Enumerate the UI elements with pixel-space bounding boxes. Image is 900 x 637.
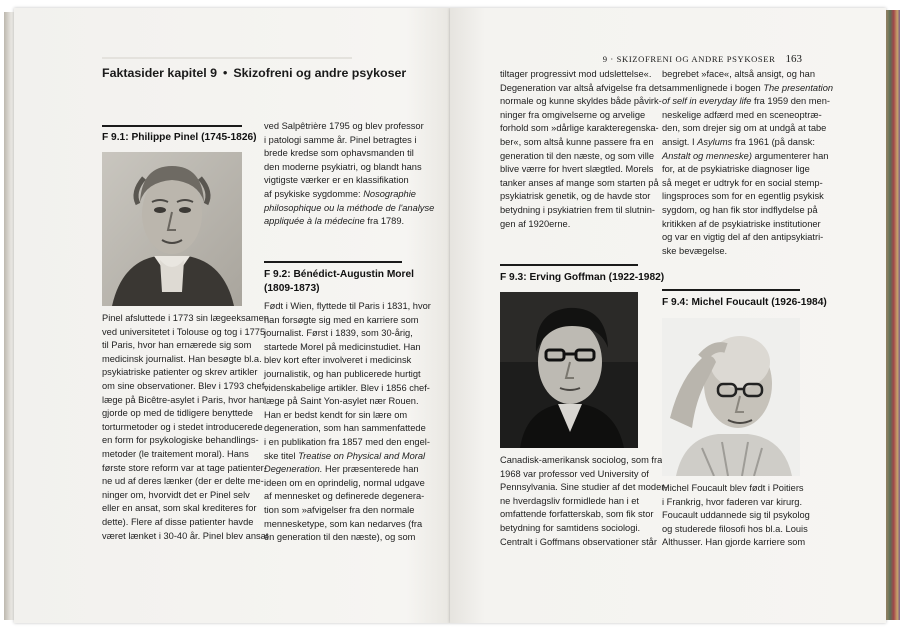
text-line: betydning for samtidens sociologi. xyxy=(500,522,641,533)
text-line: medicinsk journalist. Han besøgte bl.a. xyxy=(102,353,262,364)
text-line: Han er bedst kendt for sin lære om xyxy=(264,409,408,420)
text-line: Født i Wien, flyttede til Paris i 1831, hvor xyxy=(264,301,431,311)
foucault-heading: F 9.4: Michel Foucault (1926-1984) xyxy=(662,297,827,308)
text-line: en form for psykologiske behandlings- xyxy=(102,435,259,446)
text-line: for, at de psykiatriske diagnoser lige xyxy=(662,164,810,175)
text-line: ideen om en oprindelig, normal udgave xyxy=(264,477,425,488)
text-line: tiltager progressivt mod udslettelse«. xyxy=(500,69,652,79)
goffman-bio-text xyxy=(500,454,667,549)
text-line: været lænket i 30-40 år. Pinel blev ansat xyxy=(102,530,269,541)
text-line: han forsøgte sig med en karriere som xyxy=(264,314,419,325)
text-line: gen af 1920erne. xyxy=(500,218,571,229)
foucault-portrait-drawing xyxy=(662,318,800,476)
text-line: eller en ansat, som skal krediteres for xyxy=(102,503,257,514)
chapter-separator: • xyxy=(223,66,228,80)
text-line: ske bevægelse. xyxy=(662,245,728,256)
morel-bio-continued xyxy=(500,68,662,231)
foucault-portrait xyxy=(662,318,800,476)
text-line: sygdom, og han fik stor indflydelse på xyxy=(662,204,818,215)
chapter-label: Faktasider kapitel 9 xyxy=(102,66,218,80)
goffman-bio-continued xyxy=(662,68,833,258)
text-fragment: fra 1959 den men- xyxy=(754,96,830,107)
text-line xyxy=(264,188,434,202)
text-line: ninger om, hvorvidt det er Pinel selv xyxy=(102,489,250,500)
text-line: i Frankrig, hvor faderen var kirurg. xyxy=(662,496,803,507)
morel-heading-line: F 9.2: Bénédict-Augustin Morel xyxy=(264,269,414,280)
text-line: læge på Bicêtre-asylet i Paris, hvor han xyxy=(102,394,265,405)
text-line: ber«, som altså kunne passere fra en xyxy=(500,136,654,147)
morel-heading-line: (1809-1873) xyxy=(264,282,320,294)
book-title-anstalt: Anstalt og menneske) xyxy=(662,150,752,161)
morel-heading xyxy=(264,268,414,295)
text-line: journalistik, og han publicerede hurtigt xyxy=(264,368,421,379)
text-line: degeneration, som han sammenfattede xyxy=(264,423,426,434)
book-title-treatise-end: Degeneration. xyxy=(264,464,323,475)
pinel-heading-rule xyxy=(102,125,242,127)
text-line xyxy=(662,136,833,150)
book-title-nosographie: Nosographie xyxy=(363,188,416,199)
text-fragment: Her præsenterede han xyxy=(325,464,419,475)
text-line: journalist. Først i 1839, som 30-årig, xyxy=(264,328,413,339)
text-line: i patologi samme år. Pinel betragtes i xyxy=(264,134,417,145)
book-title-presentation-end: of self in everyday life xyxy=(662,96,752,107)
text-line: Pinel afsluttede i 1773 sin lægeeksamen xyxy=(102,313,269,323)
text-fragment: ske titel xyxy=(264,450,296,461)
text-line: ved universitetet i Tolouse og tog i 1775 xyxy=(102,326,266,337)
text-fragment: af psykiske sygdomme: xyxy=(264,188,361,199)
text-line: psykiatriske patienter og skrev artikler xyxy=(102,367,258,378)
text-line: generation til den næste, og som ville xyxy=(500,150,655,161)
text-line: Foucault uddannede sig til psykolog xyxy=(662,510,810,521)
text-line: vigtigste værker er en klassifikation xyxy=(264,175,409,186)
running-head-title: 9 · SKIZOFRENI OG ANDRE PSYKOSER xyxy=(602,54,776,64)
left-page xyxy=(14,8,450,623)
text-line: en generation til den næste), og som xyxy=(264,532,416,543)
text-line: normale og kunne skyldes både påvirk- xyxy=(500,96,662,107)
text-line: blive værre for hvert slægtled. Morels xyxy=(500,164,654,175)
text-line: lingsproces som for en egentlig psykisk xyxy=(662,191,824,202)
morel-heading-rule xyxy=(264,261,402,263)
text-line: neskelige adfærd med en sceneoptræ- xyxy=(662,109,822,120)
right-page xyxy=(450,8,886,623)
text-line: begrebet »face«, altså ansigt, og han xyxy=(662,69,815,79)
text-line: metoder (le traitement moral). Hans xyxy=(102,448,249,459)
text-line: ninger fra omgivelserne og arvelige xyxy=(500,109,646,120)
text-line: forhold som »dårlige karakteregenska- xyxy=(500,123,659,134)
text-fragment: ansigt. I xyxy=(662,136,695,147)
text-line: af mennesket og definerede degenera- xyxy=(264,491,425,502)
book-title-nosographie-cont: philosophique ou la méthode de l'analyse xyxy=(264,202,435,213)
goffman-heading: F 9.3: Erving Goffman (1922-1982) xyxy=(500,272,665,283)
text-line: omfattende forfatterskab, som fik stor xyxy=(500,509,654,520)
text-line: videnskabelige artikler. Blev i 1856 chef- xyxy=(264,382,430,393)
book-title-nosographie-end: appliquée à la médecine xyxy=(264,216,365,227)
text-line: om sine observationer. Blev i 1793 chef- xyxy=(102,380,268,391)
text-line: torturmetoder og i stedet introducerede xyxy=(102,421,263,432)
text-line: mennesketype, som kan nedarves (fra xyxy=(264,518,423,529)
text-line: psykiatrisk genetik, og de havde stor xyxy=(500,191,651,202)
text-line: dette). Flere af disse patienter havde xyxy=(102,516,254,527)
pinel-bio-continued xyxy=(264,120,434,229)
pinel-heading: F 9.1: Philippe Pinel (1745-1826) xyxy=(102,132,257,143)
text-line: gjorde op med de tidligere benyttede xyxy=(102,408,253,419)
text-line: og studerede filosofi hos bl.a. Louis xyxy=(662,523,808,534)
foucault-heading-rule xyxy=(662,289,800,291)
text-line: ne ud af deres lænker (der er delte me- xyxy=(102,476,264,487)
text-line: læge på Saint Yon-asylet nær Rouen. xyxy=(264,396,419,407)
text-line: Degeneration var altså afvigelse fra det xyxy=(500,82,662,93)
book-title-treatise: Treatise on Physical and Moral xyxy=(298,450,426,461)
text-fragment: fra 1789. xyxy=(367,216,405,227)
text-line: tanker anses af mange som starten på xyxy=(500,177,659,188)
text-line: brede kredse som ophavsmanden til xyxy=(264,148,414,159)
chapter-title: Skizofreni og andre psykoser xyxy=(233,66,407,80)
text-line: Centralt i Goffmans observationer står xyxy=(500,536,657,547)
text-line: den moderne psykiatri, og blandt hans xyxy=(264,161,422,172)
text-line: tion som »afvigelser fra den normale xyxy=(264,504,415,515)
text-line: første store reform var at tage patienter- xyxy=(102,462,267,473)
chapter-heading xyxy=(102,66,406,80)
pinel-bio-text xyxy=(102,312,269,543)
faint-header-line xyxy=(102,57,352,59)
text-line: Pennsylvania. Sine studier af det moder- xyxy=(500,482,668,493)
text-line: ne hverdagsliv formidlede han i et xyxy=(500,495,640,506)
goffman-portrait-drawing xyxy=(500,292,638,448)
text-line: ved Salpêtrière 1795 og blev professor xyxy=(264,121,424,131)
text-line: så meget er udtryk for en social stemp- xyxy=(662,177,823,188)
text-line xyxy=(662,95,833,109)
text-line: til Paris, hvor han ernærede sig som xyxy=(102,340,252,351)
running-head xyxy=(603,53,802,65)
text-line: 1968 var professor ved University of xyxy=(500,468,649,479)
text-line xyxy=(662,82,833,96)
pinel-portrait-drawing xyxy=(102,152,242,306)
morel-bio-text xyxy=(264,300,431,545)
text-line: i en publikation fra 1857 med den engel- xyxy=(264,436,430,447)
text-line: blev kort efter involveret i medicinsk xyxy=(264,355,412,366)
text-fragment: argumenterer han xyxy=(754,150,829,161)
goffman-heading-rule xyxy=(500,264,638,266)
text-fragment: sammenlignede i bogen xyxy=(662,82,761,93)
page-number: 163 xyxy=(785,53,802,65)
text-line: Canadisk-amerikansk sociolog, som fra xyxy=(500,455,663,465)
text-line: betydning i psykiatrien frem til slutnin- xyxy=(500,204,656,215)
goffman-portrait xyxy=(500,292,638,448)
pinel-portrait xyxy=(102,152,242,306)
book-title-asylums: Asylums xyxy=(697,136,733,147)
text-line xyxy=(264,215,434,229)
text-line: kritikken af de psykiatriske institutioner xyxy=(662,218,821,229)
text-line: startede Morel på medicinstudiet. Han xyxy=(264,341,421,352)
text-line: Althusser. Han gjorde karriere som xyxy=(662,537,806,548)
foucault-bio-text xyxy=(662,482,810,550)
text-line xyxy=(662,150,833,164)
text-line xyxy=(264,450,431,464)
text-fragment: fra 1961 (på dansk: xyxy=(734,136,815,147)
book-title-presentation: The presentation xyxy=(763,82,834,93)
text-line: og var en vigtig del af den antipsykiatri- xyxy=(662,232,824,243)
text-line: den, som drejer sig om at undgå at tabe xyxy=(662,123,827,134)
text-line xyxy=(264,463,431,477)
text-line: Michel Foucault blev født i Poitiers xyxy=(662,483,804,493)
